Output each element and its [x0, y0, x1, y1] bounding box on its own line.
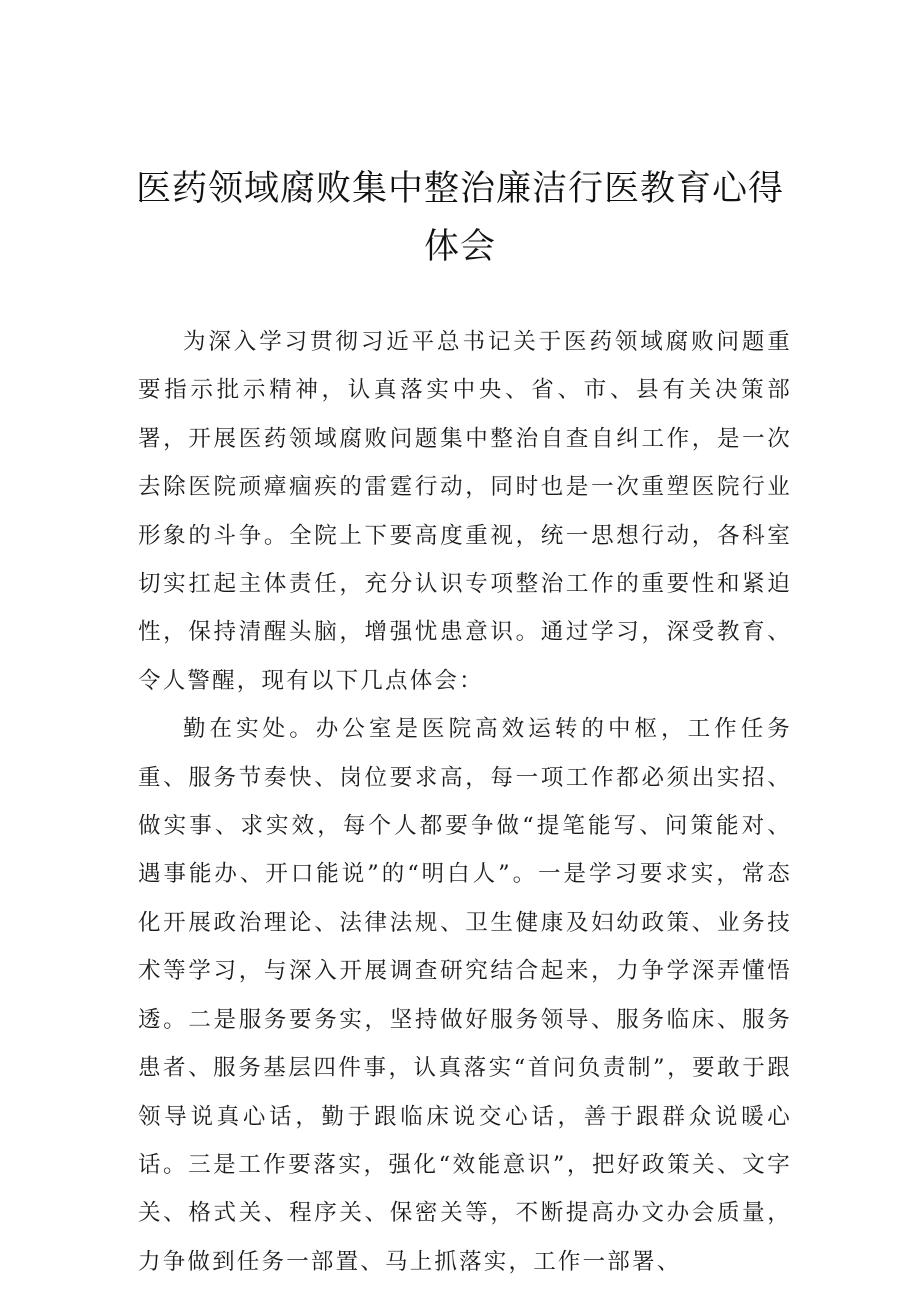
title-line-2: 体会	[423, 227, 496, 267]
paragraph-intro: 为深入学习贯彻习近平总书记关于医药领域腐败问题重要指示批示精神，认真落实中央、省、市、县有关决策部署，开展医药领域腐败问题集中整治自查自纠工作，是一次去除医院顽瘴痼疾的雷霆行动，同时也是一次重塑医院行业形象的斗争。全院上下要高度重视，统一思想行动，各科室切实扛起主体责任，充分认识专项整治工作的重要性和紧迫性，保持清醒头脑，增强忧患意识。通过学习，深受教育、令人警醒，现有以下几点体会：	[138, 329, 792, 694]
document-title	[120, 160, 800, 276]
paragraph-diligence: 勤在实处。办公室是医院高效运转的中枢，工作任务重、服务节奏快、岗位要求高，每一项工作都必须出实招、做实事、求实效，每个人都要争做“提笔能写、问策能对、遇事能办、开口能说”的“明白人”。一是学习要求实，常态化开展政治理论、法律法规、卫生健康及妇幼政策、业务技术等学习，与深入开展调查研究结合起来，力争学深弄懂悟透。二是服务要务实，坚持做好服务领导、服务临床、服务患者、服务基层四件事，认真落实“首问负责制”，要敢于跟领导说真心话，勤于跟临床说交心话，善于跟群众说暖心话。三是工作要落实，强化“效能意识”，把好政策关、文字关、格式关、程序关、保密关等，不断提高办文办会质量，力争做到任务一部置、马上抓落实，工作一部署、	[138, 716, 792, 1275]
title-line-1: 医药领域腐败集中整治廉洁行医教育心得	[135, 169, 784, 209]
document-body	[138, 318, 792, 1286]
